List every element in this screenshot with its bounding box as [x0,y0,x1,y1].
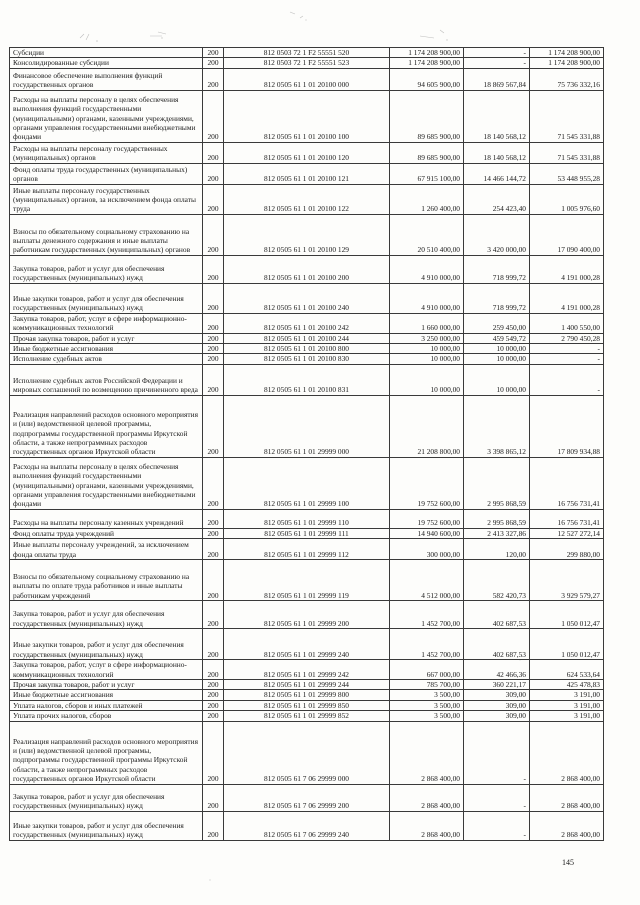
expenditure-name-cell: Закупка товаров, работ и услуг для обеспечения государственных (муниципальных) нужд [10,601,203,629]
expenditure-name-cell: Расходы на выплаты персоналу казенных учреждений [10,509,203,528]
table-row [10,364,604,395]
line-code-cell: 200 [203,784,224,811]
expenditure-name-cell: Закупка товаров, работ и услуг для обеспечения государственных (муниципальных) нужд [10,255,203,283]
executed-amount-cell: 360 221,17 [464,680,530,690]
expenditure-name-cell: Прочая закупка товаров, работ и услуг [10,680,203,690]
approved-amount-cell: 2 868 400,00 [390,784,464,811]
line-code-cell: 200 [203,90,224,142]
line-code-cell: 200 [203,344,224,354]
table-row [10,48,604,58]
approved-amount-cell: 20 510 400,00 [390,214,464,255]
remaining-amount-cell: 16 756 731,41 [530,457,604,509]
approved-amount-cell: 19 752 600,00 [390,509,464,528]
budget-classification-code-cell: 812 0505 61 1 01 29999 000 [224,395,390,457]
budget-classification-code-cell: 812 0505 61 1 01 29999 112 [224,539,390,560]
approved-amount-cell: 67 915 100,00 [390,163,464,184]
line-code-cell: 200 [203,68,224,90]
approved-amount-cell: 2 868 400,00 [390,811,464,840]
executed-amount-cell: 18 140 568,12 [464,142,530,163]
approved-amount-cell: 89 685 900,00 [390,90,464,142]
executed-amount-cell: 254 423,40 [464,184,530,214]
table-row [10,690,604,700]
expenditure-name-cell: Взносы по обязательному социальному страхованию на выплаты денежного содержания и иные выплаты работникам государственных (муниципальных) органов [10,214,203,255]
approved-amount-cell: 1 660 000,00 [390,313,464,333]
budget-classification-code-cell: 812 0505 61 1 01 20100 200 [224,255,390,283]
budget-classification-code-cell: 812 0505 61 1 01 20100 100 [224,90,390,142]
expenditure-name-cell: Закупка товаров, работ, услуг в сфере информационно-коммуникационных технологий [10,313,203,333]
expenditure-name-cell: Субсидии [10,48,203,58]
expenditure-name-cell: Исполнение судебных актов [10,354,203,364]
approved-amount-cell: 4 512 000,00 [390,560,464,601]
table-row [10,184,604,214]
table-row [10,90,604,142]
executed-amount-cell: 10 000,00 [464,344,530,354]
table-row [10,333,604,343]
line-code-cell: 200 [203,539,224,560]
line-code-cell: 200 [203,457,224,509]
remaining-amount-cell: 4 191 000,28 [530,255,604,283]
table-row [10,660,604,680]
expenditure-name-cell: Уплата прочих налогов, сборов [10,711,203,721]
expenditure-name-cell: Консолидированные субсидии [10,58,203,68]
line-code-cell: 200 [203,214,224,255]
approved-amount-cell: 1 452 700,00 [390,629,464,660]
remaining-amount-cell: - [530,354,604,364]
budget-classification-code-cell: 812 0505 61 1 01 20100 830 [224,354,390,364]
expenditure-name-cell: Иные бюджетные ассигнования [10,344,203,354]
approved-amount-cell: 4 910 000,00 [390,283,464,313]
budget-classification-code-cell: 812 0505 61 1 01 20100 000 [224,68,390,90]
approved-amount-cell: 21 208 800,00 [390,395,464,457]
table-row [10,214,604,255]
line-code-cell: 200 [203,313,224,333]
remaining-amount-cell: 3 191,00 [530,711,604,721]
line-code-cell: 200 [203,142,224,163]
approved-amount-cell: 785 700,00 [390,680,464,690]
expenditure-name-cell: Прочая закупка товаров, работ и услуг [10,333,203,343]
executed-amount-cell: 3 420 000,00 [464,214,530,255]
remaining-amount-cell: 299 880,00 [530,539,604,560]
remaining-amount-cell: 16 756 731,41 [530,509,604,528]
expenditure-name-cell: Закупка товаров, работ, услуг в сфере информационно-коммуникационных технологий [10,660,203,680]
budget-classification-code-cell: 812 0505 61 1 01 20100 800 [224,344,390,354]
table-row [10,58,604,68]
table-row [10,142,604,163]
table-row [10,528,604,538]
budget-classification-code-cell: 812 0505 61 1 01 29999 119 [224,560,390,601]
line-code-cell: 200 [203,509,224,528]
table-row [10,784,604,811]
expenditure-name-cell: Расходы на выплаты персоналу государственных (муниципальных) органов [10,142,203,163]
table-row [10,700,604,710]
remaining-amount-cell: 17 090 400,00 [530,214,604,255]
budget-classification-code-cell: 812 0505 61 1 01 29999 852 [224,711,390,721]
remaining-amount-cell: 2 868 400,00 [530,721,604,784]
table-row [10,680,604,690]
remaining-amount-cell: 624 533,64 [530,660,604,680]
expenditure-name-cell: Расходы на выплаты персоналу в целях обеспечения выполнения функций государственными (муниципальными) органами, казенными учреждениями, органами управления государственными внебюджетными фондами [10,90,203,142]
expenditure-name-cell: Иные бюджетные ассигнования [10,690,203,700]
budget-classification-code-cell: 812 0505 61 1 01 29999 244 [224,680,390,690]
executed-amount-cell: 14 466 144,72 [464,163,530,184]
line-code-cell: 200 [203,811,224,840]
table-row [10,68,604,90]
executed-amount-cell: - [464,811,530,840]
line-code-cell: 200 [203,711,224,721]
approved-amount-cell: 3 500,00 [390,711,464,721]
expenditure-name-cell: Финансовое обеспечение выполнения функций государственных органов [10,68,203,90]
budget-classification-code-cell: 812 0505 61 1 01 20100 244 [224,333,390,343]
executed-amount-cell: 459 549,72 [464,333,530,343]
remaining-amount-cell: 17 809 934,88 [530,395,604,457]
remaining-amount-cell: 2 790 450,28 [530,333,604,343]
budget-classification-code-cell: 812 0505 61 1 01 20100 120 [224,142,390,163]
table-row [10,711,604,721]
approved-amount-cell: 4 910 000,00 [390,255,464,283]
line-code-cell: 200 [203,283,224,313]
approved-amount-cell: 300 000,00 [390,539,464,560]
table-row [10,344,604,354]
approved-amount-cell: 3 500,00 [390,700,464,710]
remaining-amount-cell: 75 736 332,16 [530,68,604,90]
table-row [10,457,604,509]
approved-amount-cell: 3 500,00 [390,690,464,700]
remaining-amount-cell: 4 191 000,28 [530,283,604,313]
remaining-amount-cell: 425 478,83 [530,680,604,690]
expenditure-name-cell: Иные выплаты персоналу государственных (муниципальных) органов, за исключением фонда оплаты труда [10,184,203,214]
expenditure-name-cell: Фонд оплаты труда учреждений [10,528,203,538]
approved-amount-cell: 10 000,00 [390,364,464,395]
approved-amount-cell: 94 605 900,00 [390,68,464,90]
approved-amount-cell: 1 174 208 900,00 [390,58,464,68]
line-code-cell: 200 [203,395,224,457]
budget-classification-code-cell: 812 0505 61 1 01 29999 110 [224,509,390,528]
executed-amount-cell: 582 420,73 [464,560,530,601]
remaining-amount-cell: 12 527 272,14 [530,528,604,538]
remaining-amount-cell: 3 929 579,27 [530,560,604,601]
line-code-cell: 200 [203,333,224,343]
executed-amount-cell: 3 398 865,12 [464,395,530,457]
executed-amount-cell: 10 000,00 [464,354,530,364]
executed-amount-cell: 120,00 [464,539,530,560]
executed-amount-cell: 718 999,72 [464,283,530,313]
remaining-amount-cell: 1 050 012,47 [530,601,604,629]
table-row [10,539,604,560]
budget-classification-code-cell: 812 0505 61 1 01 20100 240 [224,283,390,313]
line-code-cell: 200 [203,48,224,58]
executed-amount-cell: - [464,48,530,58]
line-code-cell: 200 [203,58,224,68]
table-row [10,163,604,184]
executed-amount-cell: 259 450,00 [464,313,530,333]
executed-amount-cell: - [464,58,530,68]
expenditure-name-cell: Фонд оплаты труда государственных (муниципальных) органов [10,163,203,184]
table-row [10,255,604,283]
budget-classification-code-cell: 812 0505 61 1 01 29999 100 [224,457,390,509]
line-code-cell: 200 [203,700,224,710]
line-code-cell: 200 [203,601,224,629]
budget-classification-code-cell: 812 0505 61 1 01 20100 129 [224,214,390,255]
executed-amount-cell: 402 687,53 [464,601,530,629]
budget-classification-code-cell: 812 0503 72 1 F2 55551 520 [224,48,390,58]
expenditure-name-cell: Иные закупки товаров, работ и услуг для обеспечения государственных (муниципальных) нужд [10,629,203,660]
budget-classification-code-cell: 812 0505 61 1 01 20100 122 [224,184,390,214]
executed-amount-cell: 2 413 327,86 [464,528,530,538]
remaining-amount-cell: 3 191,00 [530,690,604,700]
remaining-amount-cell: 71 545 331,88 [530,90,604,142]
executed-amount-cell: 309,00 [464,700,530,710]
approved-amount-cell: 1 174 208 900,00 [390,48,464,58]
line-code-cell: 200 [203,560,224,601]
executed-amount-cell: - [464,784,530,811]
budget-classification-code-cell: 812 0505 61 1 01 20100 121 [224,163,390,184]
approved-amount-cell: 89 685 900,00 [390,142,464,163]
remaining-amount-cell: 53 448 955,28 [530,163,604,184]
approved-amount-cell: 2 868 400,00 [390,721,464,784]
line-code-cell: 200 [203,629,224,660]
expenditure-name-cell: Расходы на выплаты персоналу в целях обеспечения выполнения функций государственными (муниципальными) органами, казенными учреждениями, органами управления государственными внебюджетными фондами [10,457,203,509]
line-code-cell: 200 [203,184,224,214]
remaining-amount-cell: 1 174 208 900,00 [530,58,604,68]
expenditure-name-cell: Иные закупки товаров, работ и услуг для обеспечения государственных (муниципальных) нужд [10,283,203,313]
expenditure-name-cell: Исполнение судебных актов Российской Федерации и мировых соглашений по возмещению причиненного вреда [10,364,203,395]
table-row [10,560,604,601]
budget-classification-code-cell: 812 0505 61 1 01 29999 242 [224,660,390,680]
approved-amount-cell: 1 260 400,00 [390,184,464,214]
remaining-amount-cell: 1 050 012,47 [530,629,604,660]
approved-amount-cell: 10 000,00 [390,354,464,364]
remaining-amount-cell: - [530,344,604,354]
expenditure-name-cell: Уплата налогов, сборов и иных платежей [10,700,203,710]
executed-amount-cell: 2 995 868,59 [464,457,530,509]
remaining-amount-cell: - [530,364,604,395]
budget-classification-code-cell: 812 0505 61 1 01 29999 850 [224,700,390,710]
executed-amount-cell: 18 869 567,84 [464,68,530,90]
expenditure-name-cell: Закупка товаров, работ и услуг для обеспечения государственных (муниципальных) нужд [10,784,203,811]
table-row [10,811,604,840]
table-row [10,395,604,457]
expenditure-name-cell: Иные закупки товаров, работ и услуг для обеспечения государственных (муниципальных) нужд [10,811,203,840]
page-number: 145 [562,858,574,867]
line-code-cell: 200 [203,255,224,283]
line-code-cell: 200 [203,690,224,700]
budget-classification-code-cell: 812 0505 61 7 06 29999 200 [224,784,390,811]
table-row [10,509,604,528]
line-code-cell: 200 [203,354,224,364]
executed-amount-cell: 309,00 [464,711,530,721]
remaining-amount-cell: 1 174 208 900,00 [530,48,604,58]
approved-amount-cell: 667 000,00 [390,660,464,680]
table-row [10,601,604,629]
approved-amount-cell: 19 752 600,00 [390,457,464,509]
remaining-amount-cell: 3 191,00 [530,700,604,710]
line-code-cell: 200 [203,660,224,680]
budget-classification-code-cell: 812 0505 61 1 01 29999 800 [224,690,390,700]
expenditure-name-cell: Иные выплаты персоналу учреждений, за исключением фонда оплаты труда [10,539,203,560]
budget-classification-code-cell: 812 0505 61 7 06 29999 240 [224,811,390,840]
budget-classification-code-cell: 812 0505 61 1 01 29999 200 [224,601,390,629]
line-code-cell: 200 [203,528,224,538]
table-body [10,48,604,841]
budget-classification-code-cell: 812 0505 61 1 01 20100 831 [224,364,390,395]
budget-execution-table [9,47,604,841]
remaining-amount-cell: 1 005 976,60 [530,184,604,214]
approved-amount-cell: 10 000,00 [390,344,464,354]
executed-amount-cell: 18 140 568,12 [464,90,530,142]
executed-amount-cell: 309,00 [464,690,530,700]
table-row [10,283,604,313]
executed-amount-cell: 10 000,00 [464,364,530,395]
budget-classification-code-cell: 812 0505 61 1 01 20100 242 [224,313,390,333]
table-row [10,313,604,333]
expenditure-name-cell: Реализация направлений расходов основного мероприятия и (или) ведомственной целевой программы, подпрограммы государственной программы Иркутской области, а также непрограммных расходов государственных органов Иркутской области [10,395,203,457]
line-code-cell: 200 [203,163,224,184]
line-code-cell: 200 [203,364,224,395]
budget-classification-code-cell: 812 0503 72 1 F2 55551 523 [224,58,390,68]
expenditure-name-cell: Взносы по обязательному социальному страхованию на выплаты по оплате труда работников и иные выплаты работникам учреждений [10,560,203,601]
executed-amount-cell: 42 466,36 [464,660,530,680]
executed-amount-cell: 402 687,53 [464,629,530,660]
table-row [10,354,604,364]
budget-classification-code-cell: 812 0505 61 7 06 29999 000 [224,721,390,784]
line-code-cell: 200 [203,721,224,784]
executed-amount-cell: - [464,721,530,784]
budget-classification-code-cell: 812 0505 61 1 01 29999 240 [224,629,390,660]
approved-amount-cell: 14 940 600,00 [390,528,464,538]
remaining-amount-cell: 71 545 331,88 [530,142,604,163]
approved-amount-cell: 1 452 700,00 [390,601,464,629]
executed-amount-cell: 2 995 868,59 [464,509,530,528]
budget-classification-code-cell: 812 0505 61 1 01 29999 111 [224,528,390,538]
expenditure-name-cell: Реализация направлений расходов основного мероприятия и (или) ведомственной целевой программы, подпрограммы государственной программы Иркутской области, а также непрограммных расходов государственных органов Иркутской области [10,721,203,784]
line-code-cell: 200 [203,680,224,690]
remaining-amount-cell: 2 868 400,00 [530,811,604,840]
remaining-amount-cell: 1 400 550,00 [530,313,604,333]
table-row [10,629,604,660]
executed-amount-cell: 718 999,72 [464,255,530,283]
table-row [10,721,604,784]
approved-amount-cell: 3 250 000,00 [390,333,464,343]
remaining-amount-cell: 2 868 400,00 [530,784,604,811]
